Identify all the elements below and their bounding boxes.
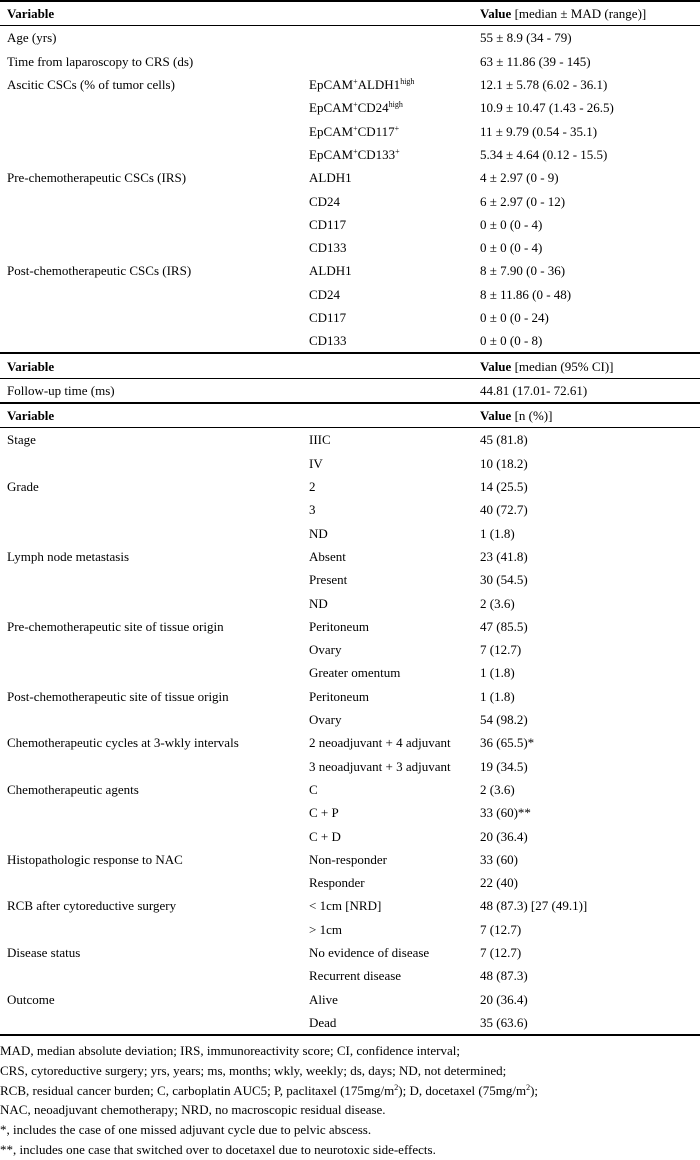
- variable-name: Ascitic CSCs (% of tumor cells): [7, 77, 175, 93]
- header-value-rest: [median ± MAD (range)]: [511, 6, 647, 22]
- marker-name: CD117: [357, 123, 395, 139]
- variable-category: 3 neoadjuvant + 3 adjuvant: [309, 758, 451, 774]
- variable-name: Time from laparoscopy to CRS (ds): [7, 53, 194, 69]
- variable-value: 36 (65.5)*: [480, 735, 535, 751]
- variable-value: 10 (18.2): [480, 455, 528, 471]
- variable-value: 2 (3.6): [480, 595, 515, 611]
- variable-value: 0 ± 0 (0 - 8): [480, 333, 543, 349]
- variable-value: 48 (87.3) [27 (49.1)]: [480, 898, 588, 914]
- footnote-line: NAC, neoadjuvant chemotherapy; NRD, no macroscopic residual disease.: [0, 1102, 386, 1118]
- variable-value: 0 ± 0 (0 - 4): [480, 240, 543, 256]
- marker-sup: +: [353, 123, 358, 133]
- variable-name: [0, 522, 302, 545]
- variable-name: [0, 824, 302, 847]
- variable-name: Chemotherapeutic cycles at 3-wkly intervals: [7, 735, 239, 751]
- marker-sup: +: [395, 146, 400, 156]
- table-row: [0, 987, 700, 1010]
- variable-value: 12.1 ± 5.78 (6.02 - 36.1): [480, 77, 608, 93]
- section-header-row: [0, 353, 700, 378]
- table-row: [0, 708, 700, 731]
- variable-value: 63 ± 11.86 (39 - 145): [480, 53, 591, 69]
- variable-name: Post-chemotherapeutic CSCs (IRS): [7, 263, 192, 279]
- variable-category: Dead: [309, 1014, 337, 1030]
- variable-category: Peritoneum: [309, 688, 369, 704]
- table-row: [0, 452, 700, 475]
- variable-value: 7 (12.7): [480, 921, 522, 937]
- marker-name: ALDH1: [357, 77, 401, 93]
- variable-value: 35 (63.6): [480, 1014, 528, 1030]
- table-row: [0, 236, 700, 259]
- variable-category: CD24: [309, 193, 341, 209]
- table-row: [0, 96, 700, 119]
- variable-value: 30 (54.5): [480, 572, 528, 588]
- table-row: [0, 638, 700, 661]
- table-row: [0, 475, 700, 498]
- variable-value: 11 ± 9.79 (0.54 - 35.1): [480, 123, 598, 139]
- table-row: [0, 755, 700, 778]
- variable-category: CD117: [309, 216, 347, 232]
- variable-value: 33 (60)**: [480, 805, 531, 821]
- variable-name: Grade: [7, 479, 39, 495]
- variable-value: 54 (98.2): [480, 712, 528, 728]
- header-value-rest: [n (%)]: [511, 408, 553, 424]
- table-row: [0, 166, 700, 189]
- header-value-bold: Value: [480, 358, 512, 374]
- variable-name: [0, 283, 302, 306]
- variable-category: 2: [309, 479, 316, 495]
- variable-value: 0 ± 0 (0 - 4): [480, 216, 543, 232]
- variable-category: [302, 73, 473, 96]
- variable-value: 10.9 ± 10.47 (1.43 - 26.5): [480, 100, 614, 116]
- variable-category: Alive: [309, 991, 338, 1007]
- variable-name: [0, 452, 302, 475]
- table-row: [0, 522, 700, 545]
- marker-sup: high: [388, 100, 403, 110]
- variable-category: Non-responder: [309, 851, 387, 867]
- variable-category: Present: [309, 572, 348, 588]
- footnote-sup: 2: [526, 1082, 531, 1092]
- variable-value: 0 ± 0 (0 - 24): [480, 310, 549, 325]
- table-row: [0, 189, 700, 212]
- table-row: [0, 615, 700, 638]
- variable-value: 33 (60): [480, 851, 518, 867]
- variable-name: [0, 329, 302, 353]
- variable-category: IIIC: [309, 432, 331, 448]
- header-value-label: [473, 403, 700, 428]
- variable-category: C + P: [309, 805, 339, 821]
- table-row: [0, 568, 700, 591]
- marker-base: EpCAM: [309, 146, 354, 162]
- marker-name: CD24: [357, 100, 389, 116]
- variable-name: [0, 213, 302, 236]
- variable-name: [0, 236, 302, 259]
- variable-value: 7 (12.7): [480, 945, 522, 961]
- variable-name: [0, 568, 302, 591]
- variable-category: [302, 378, 473, 403]
- variable-category: Responder: [309, 875, 365, 891]
- variable-category: ALDH1: [309, 263, 352, 279]
- table-row: [0, 591, 700, 614]
- variable-category: [302, 96, 473, 119]
- variable-name: [0, 871, 302, 894]
- table-row: [0, 143, 700, 166]
- footnote-text: ); D, docetaxel (75mg/m: [398, 1082, 527, 1098]
- variable-category: CD133: [309, 333, 347, 349]
- variable-category: ALDH1: [309, 170, 352, 186]
- variable-name: Chemotherapeutic agents: [7, 781, 139, 797]
- variable-name: Age (yrs): [7, 30, 57, 46]
- table-row: [0, 26, 700, 50]
- header-value-label: [473, 353, 700, 378]
- table-row: [0, 306, 700, 329]
- variable-category: 3: [309, 502, 316, 518]
- section-header-row: [0, 403, 700, 428]
- variable-category: ND: [309, 595, 328, 611]
- variable-name: Pre-chemotherapeutic CSCs (IRS): [7, 170, 187, 186]
- variable-name: [0, 119, 302, 142]
- variable-value: 19 (34.5): [480, 758, 528, 774]
- marker-sup: +: [353, 100, 358, 110]
- variable-value: 47 (85.5): [480, 618, 528, 634]
- table-row: [0, 941, 700, 964]
- table-row: [0, 801, 700, 824]
- variable-value: 40 (72.7): [480, 502, 528, 518]
- table-row: [0, 545, 700, 568]
- variable-value: 1 (1.8): [480, 665, 515, 681]
- variable-name: [0, 306, 302, 329]
- variable-category: [302, 26, 473, 50]
- table-row: [0, 73, 700, 96]
- variable-category: C: [309, 781, 318, 797]
- variable-name: Histopathologic response to NAC: [7, 851, 183, 867]
- variable-category: [302, 143, 473, 166]
- variable-name: Outcome: [7, 991, 55, 1007]
- table-row: [0, 329, 700, 353]
- variable-value: 22 (40): [480, 875, 518, 891]
- section-header-row: [0, 1, 700, 26]
- variable-name: Stage: [7, 432, 36, 448]
- variable-category: Greater omentum: [309, 665, 401, 681]
- header-variable-label: [0, 1, 302, 26]
- table-row: [0, 283, 700, 306]
- variable-value: 44.81 (17.01- 72.61): [480, 382, 588, 398]
- table-row: [0, 894, 700, 917]
- table-row: [0, 824, 700, 847]
- variable-name: Post-chemotherapeutic site of tissue origin: [7, 688, 229, 704]
- footnote-line: *, includes the case of one missed adjuvant cycle due to pelvic abscess.: [0, 1122, 372, 1138]
- marker-sup: +: [394, 123, 400, 133]
- variable-category: CD133: [309, 240, 347, 256]
- variable-category: Peritoneum: [309, 618, 369, 634]
- header-spacer: [302, 403, 473, 428]
- table-row: [0, 731, 700, 754]
- variable-value: 1 (1.8): [480, 525, 515, 541]
- marker-sup: +: [353, 77, 358, 87]
- table-row: [0, 259, 700, 282]
- table-row: [0, 119, 700, 142]
- table-row: [0, 213, 700, 236]
- marker-name: CD133: [357, 146, 396, 162]
- table-row: [0, 661, 700, 684]
- variable-category: IV: [309, 455, 323, 471]
- variable-category: 2 neoadjuvant + 4 adjuvant: [309, 735, 451, 751]
- variable-name: [0, 708, 302, 731]
- variable-category: Ovary: [309, 642, 342, 658]
- variable-category: C + D: [309, 828, 341, 844]
- variable-value: 8 ± 7.90 (0 - 36): [480, 263, 566, 279]
- marker-base: EpCAM: [309, 123, 354, 139]
- variable-category: CD117: [309, 310, 347, 325]
- variable-value: 2 (3.6): [480, 781, 515, 797]
- marker-base: EpCAM: [309, 100, 354, 116]
- variable-name: [0, 801, 302, 824]
- footnote-text: );: [530, 1082, 539, 1098]
- variable-value: 55 ± 8.9 (34 - 79): [480, 30, 572, 46]
- marker-sup: high: [400, 77, 415, 87]
- header-value-label: [473, 1, 700, 26]
- variable-category: Absent: [309, 548, 346, 564]
- variable-category: < 1cm [NRD]: [309, 898, 382, 914]
- variable-value: 23 (41.8): [480, 548, 528, 564]
- header-variable-text: Variable: [7, 6, 55, 22]
- variable-name: [0, 964, 302, 987]
- variable-value: 20 (36.4): [480, 991, 528, 1007]
- variable-category: ND: [309, 525, 328, 541]
- table-row: [0, 1011, 700, 1034]
- variable-name: [0, 1011, 302, 1034]
- variable-name: [0, 591, 302, 614]
- variable-value: 4 ± 2.97 (0 - 9): [480, 170, 559, 186]
- footnote-line: [0, 1081, 700, 1101]
- table-row: [0, 964, 700, 987]
- footnote-line: MAD, median absolute deviation; IRS, immunoreactivity score; CI, confidence interval;: [0, 1043, 460, 1059]
- variable-category: Ovary: [309, 712, 342, 728]
- variable-value: 14 (25.5): [480, 479, 528, 495]
- variable-name: [0, 661, 302, 684]
- variable-name: [0, 638, 302, 661]
- variable-value: 48 (87.3): [480, 968, 528, 984]
- marker-base: EpCAM: [309, 77, 354, 93]
- footnote-line: **, includes one case that switched over to docetaxel due to neurotoxic side-effects.: [0, 1142, 436, 1158]
- marker-sup: +: [353, 146, 358, 156]
- table-row: [0, 378, 700, 403]
- table-row: [0, 50, 700, 73]
- table-row: [0, 685, 700, 708]
- variable-value: 45 (81.8): [480, 432, 528, 448]
- table-row: [0, 778, 700, 801]
- header-value-bold: Value: [480, 6, 512, 22]
- header-variable-label: [0, 353, 302, 378]
- header-value-bold: Value: [480, 408, 512, 424]
- footnotes: [0, 1034, 700, 1160]
- header-variable-label: [0, 403, 302, 428]
- footnote-text: RCB, residual cancer burden; C, carboplatin AUC5; P, paclitaxel (175mg/m: [0, 1082, 395, 1098]
- header-variable-text: Variable: [7, 358, 55, 374]
- variable-value: 7 (12.7): [480, 642, 522, 658]
- header-spacer: [302, 353, 473, 378]
- variable-name: [0, 189, 302, 212]
- variable-name: RCB after cytoreductive surgery: [7, 898, 177, 914]
- variable-category: [302, 50, 473, 73]
- variable-category: Recurrent disease: [309, 968, 402, 984]
- variable-value: 8 ± 11.86 (0 - 48): [480, 286, 572, 302]
- variable-name: Lymph node metastasis: [7, 548, 130, 564]
- table-row: [0, 871, 700, 894]
- header-spacer: [302, 1, 473, 26]
- table-body: [0, 1, 700, 1034]
- variable-value: 6 ± 2.97 (0 - 12): [480, 193, 566, 209]
- variable-value: 20 (36.4): [480, 828, 528, 844]
- header-value-rest: [median (95% CI)]: [511, 358, 614, 374]
- variable-name: [0, 918, 302, 941]
- variable-category: [302, 119, 473, 142]
- header-variable-text: Variable: [7, 408, 55, 424]
- variable-category: No evidence of disease: [309, 945, 430, 961]
- variable-category: > 1cm: [309, 921, 342, 937]
- variable-category: CD24: [309, 286, 341, 302]
- variable-name: Pre-chemotherapeutic site of tissue origin: [7, 618, 224, 634]
- variable-name: Disease status: [7, 945, 81, 961]
- footnote-line: CRS, cytoreductive surgery; yrs, years; ms, months; wkly, weekly; ds, days; ND, not determined;: [0, 1062, 507, 1078]
- variable-value: 5.34 ± 4.64 (0.12 - 15.5): [480, 146, 608, 162]
- footnote-sup: 2: [394, 1082, 399, 1092]
- variable-name: [0, 498, 302, 521]
- table-row: [0, 428, 700, 452]
- variable-name: [0, 755, 302, 778]
- table-row: [0, 848, 700, 871]
- variable-name: Follow-up time (ms): [7, 382, 115, 398]
- variable-name: [0, 143, 302, 166]
- variable-name: [0, 96, 302, 119]
- table-row: [0, 918, 700, 941]
- table-row: [0, 498, 700, 521]
- variable-value: 1 (1.8): [480, 688, 515, 704]
